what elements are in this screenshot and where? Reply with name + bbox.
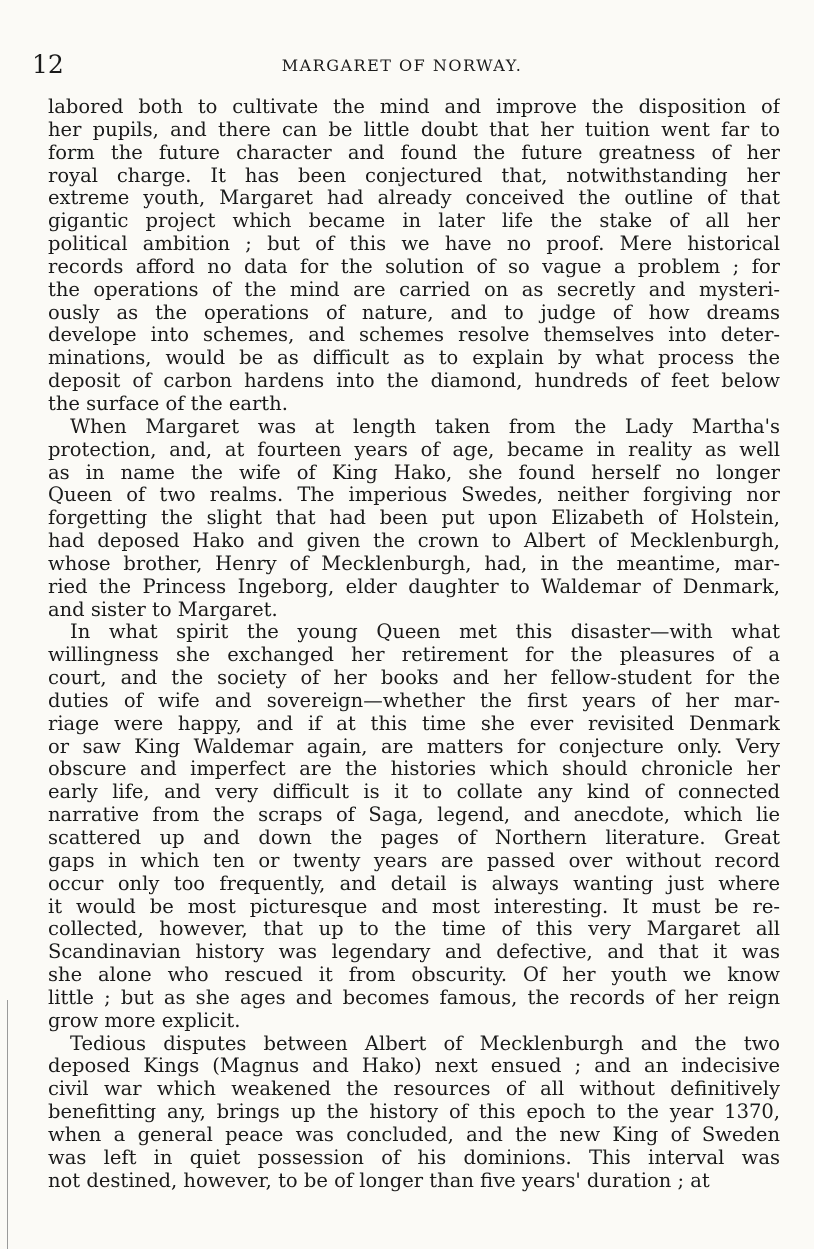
- text-line: narrative from the scraps of Saga, legend, and anecdote, which lie: [48, 804, 780, 827]
- text-line: obscure and imperfect are the histories which should chronicle her: [48, 758, 780, 781]
- text-line: not destined, however, to be of longer than five years' duration ; at: [48, 1169, 710, 1192]
- running-head: MARGARET OF NORWAY.: [281, 56, 523, 75]
- text-line: early life, and very difficult is it to collate any kind of connected: [48, 781, 780, 804]
- text-line: or saw King Waldemar again, are matters for conjecture only. Very: [48, 735, 780, 758]
- text-line: willingness she exchanged her retirement for the pleasures of a: [48, 644, 780, 667]
- text-line: deposed Kings (Magnus and Hako) next ensued ; and an indecisive: [48, 1055, 780, 1078]
- text-line: as in name the wife of King Hako, she found herself no longer: [48, 461, 780, 484]
- text-line: civil war which weakened the resources of all without definitively: [48, 1078, 780, 1101]
- text-line: forgetting the slight that had been put upon Elizabeth of Holstein,: [48, 507, 780, 530]
- text-line: collected, however, that up to the time of this very Margaret all: [48, 918, 780, 941]
- paragraph: [48, 1033, 780, 1193]
- page-number: 12: [32, 50, 64, 79]
- text-line: duties of wife and sovereign—whether the first years of her mar-: [48, 689, 780, 712]
- text-line: occur only too frequently, and detail is always wanting just where: [48, 872, 780, 895]
- text-line: was left in quiet possession of his dominions. This interval was: [48, 1146, 780, 1169]
- text-line: little ; but as she ages and becomes famous, the records of her reign: [48, 986, 780, 1009]
- text-line: grow more explicit.: [48, 1009, 241, 1032]
- text-line: riage were happy, and if at this time she ever revisited Denmark: [48, 712, 780, 735]
- text-line: develope into schemes, and schemes resolve themselves into deter-: [48, 324, 780, 347]
- page-header: [32, 50, 772, 80]
- text-line: ried the Princess Ingeborg, elder daughter to Waldemar of Denmark,: [48, 575, 780, 598]
- text-line: protection, and, at fourteen years of age, became in reality as well: [48, 438, 780, 461]
- text-line: Queen of two realms. The imperious Swedes, neither forgiving nor: [48, 484, 780, 507]
- text-line: labored both to cultivate the mind and improve the disposition of: [48, 96, 780, 118]
- text-line: gaps in which ten or twenty years are passed over without record: [48, 849, 780, 872]
- text-line: royal charge. It has been conjectured that, notwithstanding her: [48, 164, 780, 187]
- body-text: [48, 96, 780, 1193]
- text-line: extreme youth, Margaret had already conceived the outline of that: [48, 187, 780, 210]
- text-line: minations, would be as difficult as to explain by what process the: [48, 347, 780, 370]
- text-line: the operations of the mind are carried on as secretly and mysteri-: [48, 278, 780, 301]
- text-line: she alone who rescued it from obscurity. Of her youth we know: [48, 964, 780, 987]
- text-line: when a general peace was concluded, and the new King of Sweden: [48, 1123, 780, 1146]
- text-line: had deposed Hako and given the crown to Albert of Mecklenburgh,: [48, 530, 780, 553]
- text-line: benefitting any, brings up the history of this epoch to the year 1370,: [48, 1101, 780, 1124]
- text-line: When Margaret was at length taken from the Lady Martha's: [70, 415, 780, 438]
- paragraph: [48, 96, 780, 416]
- text-line: In what spirit the young Queen met this disaster—with what: [70, 621, 780, 644]
- margin-rule: [7, 1000, 8, 1249]
- text-line: deposit of carbon hardens into the diamond, hundreds of feet below: [48, 370, 780, 393]
- paragraph: [48, 621, 780, 1032]
- text-line: court, and the society of her books and her fellow-student for the: [48, 667, 780, 690]
- text-line: Tedious disputes between Albert of Mecklenburgh and the two: [70, 1032, 780, 1055]
- text-line: and sister to Margaret.: [48, 598, 278, 621]
- text-line: the surface of the earth.: [48, 392, 288, 415]
- text-line: her pupils, and there can be little doubt that her tuition went far to: [48, 118, 780, 141]
- text-line: form the future character and found the future greatness of her: [48, 141, 780, 164]
- text-line: ously as the operations of nature, and to judge of how dreams: [48, 301, 780, 324]
- text-line: scattered up and down the pages of Northern literature. Great: [48, 827, 780, 849]
- text-line: gigantic project which became in later life the stake of all her: [48, 210, 780, 233]
- text-line: political ambition ; but of this we have no proof. Mere historical: [48, 233, 780, 256]
- paragraph: [48, 416, 780, 622]
- text-line: whose brother, Henry of Mecklenburgh, had, in the meantime, mar-: [48, 552, 780, 575]
- text-line: Scandinavian history was legendary and defective, and that it was: [48, 941, 780, 964]
- text-line: it would be most picturesque and most interesting. It must be re-: [48, 895, 780, 918]
- text-line: records afford no data for the solution of so vague a problem ; for: [48, 255, 780, 278]
